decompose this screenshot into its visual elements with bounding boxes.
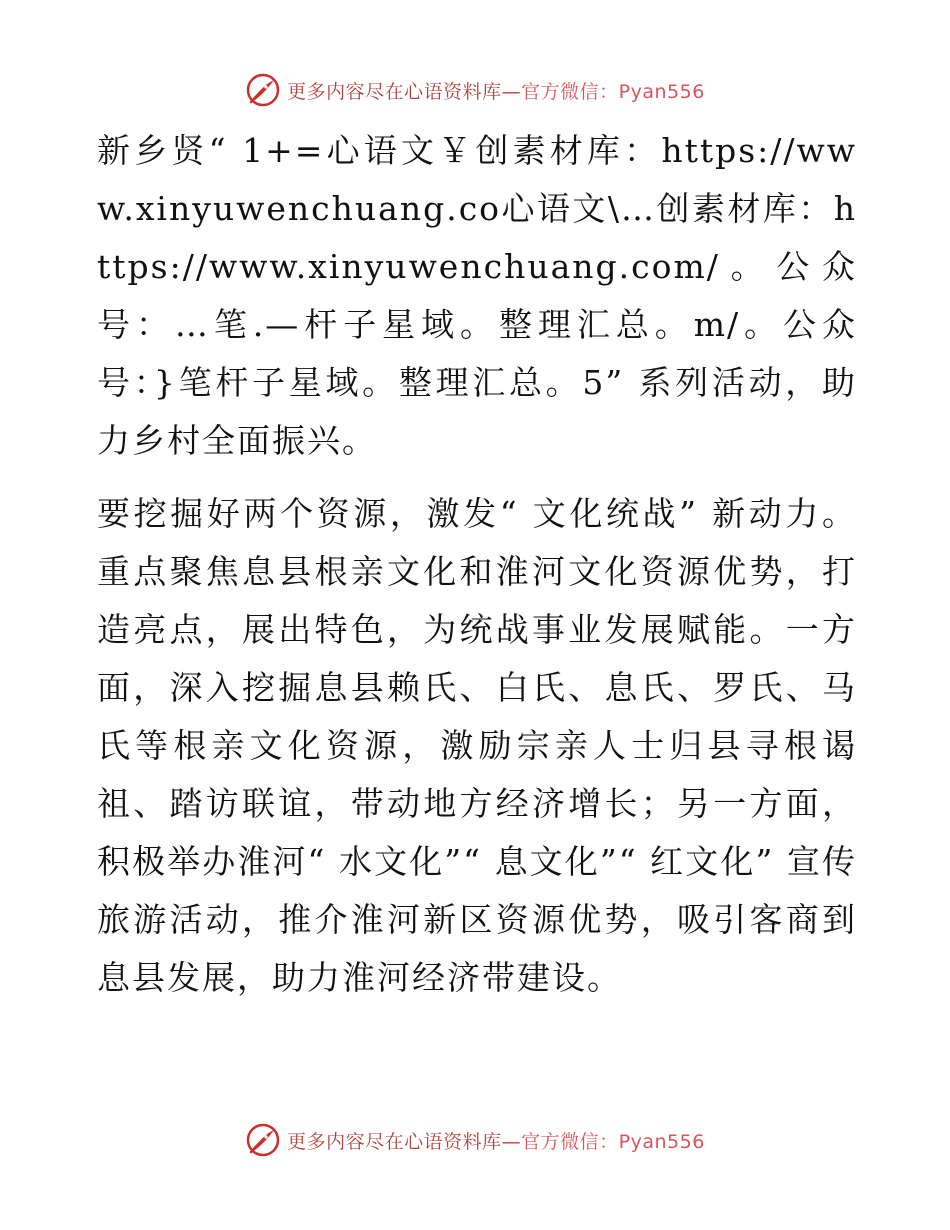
header-wechat-label: 官方微信：Pyan556 bbox=[521, 80, 705, 103]
footer-site-name: 更多内容尽在心语资料库 bbox=[287, 1130, 502, 1153]
header-banner bbox=[0, 70, 950, 110]
footer-banner bbox=[0, 1120, 950, 1160]
paragraph-1: 新乡贤“ 1+=心语文￥创素材库：https://www.xinyuwenchuang.co心语文\…创素材库：https://www.xinyuwenchuang.com/。公众号：…笔.—杆子星域。整理汇总。m/。公众号：}笔杆子星域。整理汇总。5” 系列活动，助力乡村全面振兴。 bbox=[97, 131, 857, 460]
footer-separator: — bbox=[501, 1130, 522, 1153]
header-site-name: 更多内容尽在心语资料库 bbox=[287, 80, 502, 103]
document-body bbox=[97, 122, 857, 1007]
paragraph-2: 要挖掘好两个资源，激发“ 文化统战” 新动力。重点聚焦息县根亲文化和淮河文化资源优势，打造亮点，展出特色，为统战事业发展赋能。一方面，深入挖掘息县赖氏、白氏、息氏、罗氏、马氏等根亲文化资源，激励宗亲人士归县寻根谒祖、踏访联谊，带动地方经济增长；另一方面，积极举办淮河“ 水文化”“ 息文化”“ 红文化” 宣传旅游活动，推介淮河新区资源优势，吸引客商到息县发展，助力淮河经济带建设。 bbox=[97, 494, 857, 997]
footer-wechat-label: 官方微信：Pyan556 bbox=[521, 1130, 705, 1153]
pen-nib-logo-icon bbox=[245, 72, 281, 108]
header-banner-text bbox=[287, 77, 705, 104]
pen-nib-logo-icon bbox=[245, 1122, 281, 1158]
footer-banner-text bbox=[287, 1127, 705, 1154]
header-separator: — bbox=[501, 80, 522, 103]
